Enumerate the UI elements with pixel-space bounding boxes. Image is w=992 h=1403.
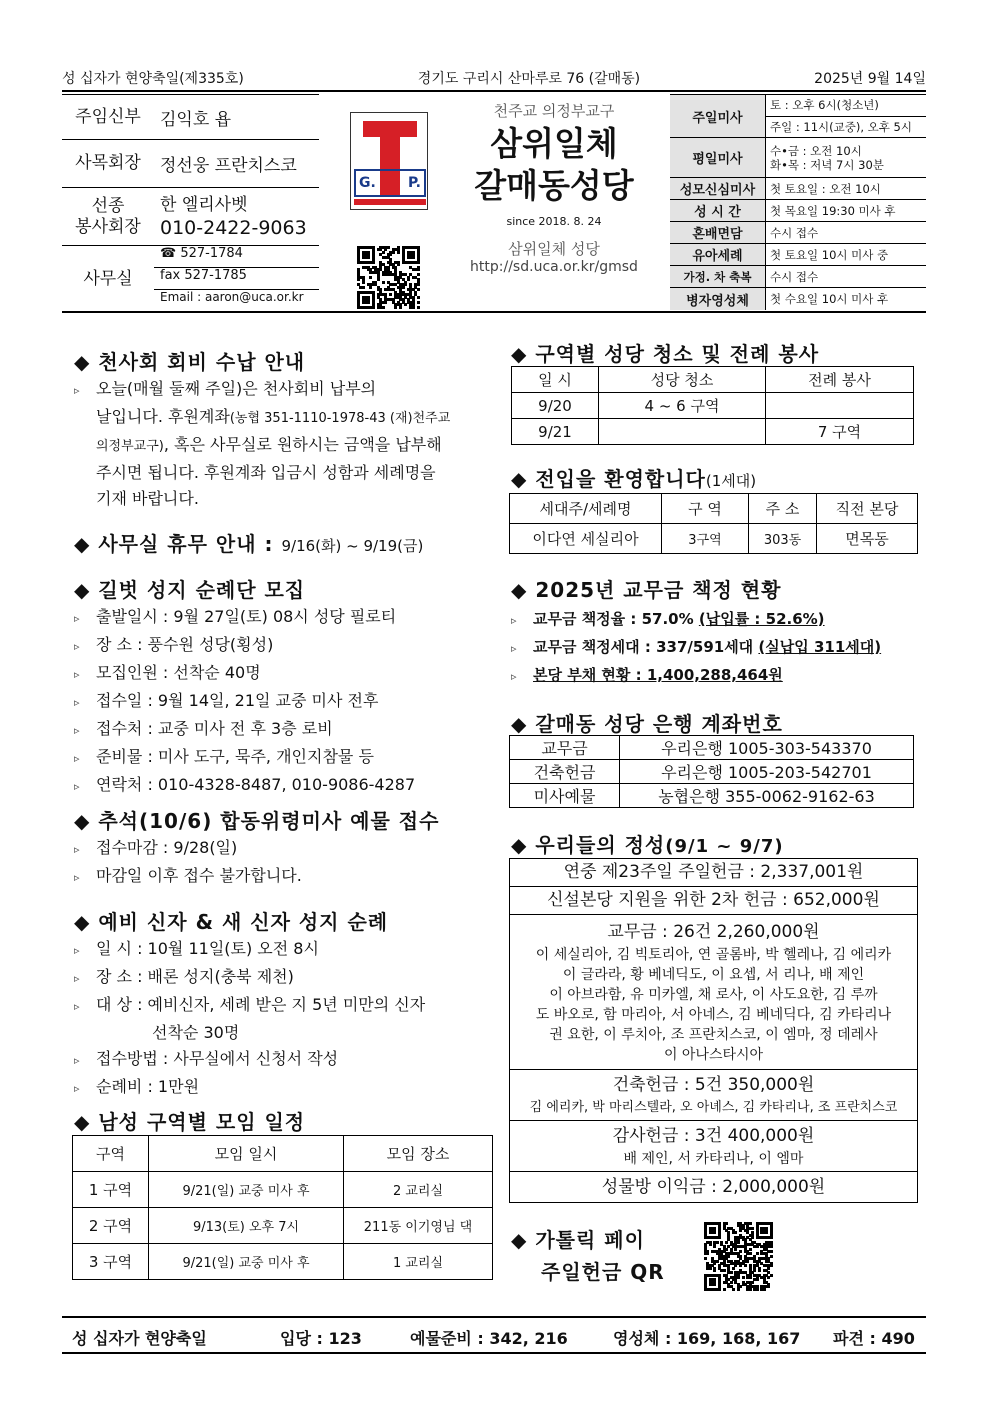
footer-feast: 성 십자가 현양축일 (72, 1329, 207, 1348)
funeral-label: 선종 봉사회장 (75, 195, 141, 237)
parish-name-2: 갈매동성당 (474, 166, 634, 205)
section-bank: ◆ 갈매동 성당 은행 계좌번호 (511, 712, 783, 736)
dues-status-list: ▹ 교무금 책정율 : 57.0% (납입률 : 52.6%) ▹ 교무금 책정세대 : 337/591세대 (실납입 311세대) ▹ 본당 부채 현황 : 1,400,288,464원 (511, 610, 882, 684)
holy-hour-label: 성 시 간 (670, 200, 766, 221)
welcome-table: 세대주/세례명 구 역 주 소 직전 본당 이다연 세실리아 3구역 303동 면목동 (509, 493, 918, 554)
list-item: ▹ 접수처 : 교중 미사 전 후 3층 로비 (74, 719, 333, 738)
website-url[interactable]: http://sd.uca.or.kr/gmsd (470, 259, 638, 275)
pastor-label: 주임신부 (75, 106, 141, 127)
footer-communion: 영성체 : 169, 168, 167 (613, 1329, 801, 1348)
holy-hour-time: 첫 목요일 19:30 미사 후 (770, 203, 896, 218)
offerings-box (509, 858, 918, 1203)
weekday-mass-label: 평일미사 (670, 138, 766, 177)
section-dues-status: ◆ 2025년 교무금 책정 현황 (511, 578, 782, 602)
section-office-closed: ◆ 사무실 휴무 안내 : 9/16(화) ~ 9/19(금) (74, 532, 424, 556)
list-item: ▹ 접수일 : 9월 14일, 21일 교중 미사 전후 (74, 691, 379, 710)
parish-title (440, 100, 668, 275)
donor-line: 도 바오로, 함 마리아, 서 아네스, 김 베네딕다, 김 카타리나 (535, 1007, 892, 1023)
list-item: ▹ 대 상 : 예비신자, 세례 받은 지 5년 미만의 신자 (74, 995, 426, 1014)
funeral-leader: 한 엘리사벳 (160, 194, 248, 215)
section-offerings: ◆ 우리들의 정성(9/1 ~ 9/7) (511, 833, 784, 857)
top-rule (62, 90, 926, 92)
section-angel-dues: ◆ 천사회 회비 수납 안내 (74, 350, 306, 374)
footer-bottom-rule (62, 1352, 926, 1354)
section-cleaning: ◆ 구역별 성당 청소 및 전례 봉사 (511, 342, 820, 366)
sick-communion-time: 첫 수요일 10시 미사 후 (770, 292, 889, 306)
infant-baptism-time: 첫 토요일 10시 미사 중 (770, 247, 889, 262)
list-item: ▹ 접수방법 : 사무실에서 신청서 작성 (74, 1049, 339, 1068)
table-row: 교무금 우리은행 1005-303-543370 (510, 736, 914, 760)
table-row: 3 구역 9/21(일) 교중 미사 후 1 교리실 (73, 1244, 493, 1280)
cleaning-table: 일 시 성당 청소 전례 봉사 9/20 4 ~ 6 구역 9/21 7 구역 (511, 366, 914, 445)
marriage-time: 수시 접수 (770, 225, 819, 240)
sick-communion-label: 병자영성체 (670, 288, 766, 310)
staff-info (62, 94, 319, 312)
donor-line: 권 요한, 이 루치아, 조 프란치스코, 이 엠마, 정 데레사 (549, 1027, 878, 1043)
donor-line: 이 아나스타시아 (663, 1047, 764, 1063)
table-row: 9/20 4 ~ 6 구역 (512, 393, 914, 419)
blessing-label: 가정. 차 축복 (670, 266, 766, 287)
date: 2025년 9월 14일 (814, 71, 926, 87)
infant-baptism-label: 유아세례 (670, 244, 766, 265)
pastor-name: 김익호 욥 (160, 109, 232, 130)
office-phone: ☎ 527-1784 (154, 246, 319, 268)
list-item: ▹ 마감일 이후 접수 불가합니다. (74, 866, 302, 885)
funeral-phone: 010-2422-9063 (160, 216, 307, 239)
chuseok-list (74, 835, 302, 891)
building-offering: 건축헌금 : 5건 350,000원 김 에리카, 박 마리스텔라, 오 아녜스, 김 카타리나, 조 프란치스코 (510, 1070, 917, 1121)
section-pilgrimage: ◆ 길벗 성지 순례단 모집 (74, 578, 306, 602)
list-item: ▹ 순례비 : 1만원 (74, 1077, 200, 1096)
angel-dues-body: ▹ 오늘(매월 둘째 주일)은 천사회비 납부의 날입니다. 후원계좌(농협 351-1110-1978-43 (재)천주교 의정부교구), 혹은 사무실로 원하시는 금액을 납부해 주시면 됩니다. 후원계좌 입금시 성함과 세례명을 기재 바랍니다. (74, 379, 451, 508)
section-chuseok: ◆ 추석(10/6) 합동위령미사 예물 접수 (74, 809, 440, 833)
shop-profit: 성물방 이익금 : 2,000,000원 (601, 1177, 826, 1197)
weekday-mass-1: 수•금 : 오전 10시 (770, 143, 862, 158)
table-row: 미사예물 농협은행 355-0062-9162-63 (510, 784, 914, 808)
list-item: ▹ 일 시 : 10월 11일(토) 오전 8시 (74, 939, 319, 958)
office-fax: fax 527-1785 (154, 268, 319, 290)
catholic-pay-qr-code[interactable] (704, 1222, 772, 1290)
list-item: ▹ 모집인원 : 선착순 40명 (74, 663, 261, 682)
men-meeting-table: 구역 모임 일시 모임 장소 1 구역 9/21(일) 교중 미사 후 2 교리실 2 구역 9/13(토) 오후 7시 211동 이기영님 댁 3 구역 9/21(일) 교중 미사 후 1 교리실 (72, 1135, 493, 1280)
table-row: 건축헌금 우리은행 1005-203-542701 (510, 760, 914, 784)
table-row: 이다연 세실리아 3구역 303동 면목동 (510, 524, 918, 554)
dues-offering: 교무금 : 26건 2,260,000원 이 세실리아, 김 빅토리아, 연 골롬바, 박 헬레나, 김 에리카 이 글라라, 황 베네딕도, 이 요셉, 서 리나, 배 제인 이 아브라함, 유 미카엘, 채 로사, 이 사도요한, 김 루까 도 바오로, 함 마리아, 서 아네스, 김 베네딕다, 김 카타리나 권 요한, 이 루치아, 조 프란치스코, 이 엠마, 정 데레사 이 아나스타시아 (510, 915, 917, 1070)
marian-mass-label: 성모신심미사 (670, 178, 766, 199)
bank-table (509, 735, 914, 808)
marian-mass-time: 첫 토요일 : 오전 10시 (770, 181, 881, 196)
table-row: 2 구역 9/13(토) 오후 7시 211동 이기영님 댁 (73, 1208, 493, 1244)
feast-title: 성 십자가 현양축일(제335호) (62, 71, 244, 87)
diocese: 천주교 의정부교구 (493, 102, 615, 120)
section-catholic-pay: ◆ 가톨릭 페이 주일헌금 QR (511, 1228, 665, 1284)
sunday-mass-label: 주일미사 (670, 95, 766, 137)
list-item: ▹ 연락처 : 010-4328-8487, 010-9086-4287 (74, 775, 416, 794)
second-collection: 신설본당 지원을 위한 2차 헌금 : 652,000원 (510, 887, 917, 915)
sunday-mass-sat: 토 : 오후 6시(청소년) (766, 95, 926, 117)
catechumen-list: ▹ 일 시 : 10월 11일(토) 오전 8시 ▹ 장 소 : 배론 성지(충북 제천) ▹ 대 상 : 예비신자, 세례 받은 지 5년 미만의 신자 선착순 30명 ▹ 접수방법 : 사무실에서 신청서 작성 ▹ 순례비 : 1만원 (74, 936, 425, 1102)
parish-name-1: 삼위일체 (490, 124, 618, 163)
weekday-mass-2: 화•목 : 저녁 7시 30분 (770, 157, 884, 172)
since: since 2018. 8. 24 (506, 215, 602, 228)
thanks-offering: 감사헌금 : 3건 400,000원 배 제인, 서 카타리나, 이 엠마 (510, 1121, 917, 1172)
office-label: 사무실 (83, 268, 133, 289)
blessing-time: 수시 접수 (770, 269, 819, 284)
table-row: 1 구역 9/21(일) 교중 미사 후 2 교리실 (73, 1172, 493, 1208)
council-name: 정선웅 프란치스코 (160, 156, 297, 176)
footer-recessional: 파견 : 490 (833, 1329, 915, 1348)
section-men-meeting: ◆ 남성 구역별 모임 일정 (74, 1110, 306, 1134)
section-catechumen: ◆ 예비 신자 & 새 신자 성지 순례 (74, 910, 389, 934)
website-qr-code[interactable] (357, 246, 419, 308)
list-item: ▹ 출발일시 : 9월 27일(토) 08시 성당 필로티 (74, 607, 397, 626)
sunday-offering: 연중 제23주일 주일헌금 : 2,337,001원 (510, 859, 917, 887)
table-row: 9/21 7 구역 (512, 419, 914, 445)
address: 경기도 구리시 산마루로 76 (갈매동) (417, 71, 641, 87)
list-item: ▹ 접수마감 : 9/28(일) (74, 838, 238, 857)
parish-logo: G. P. (350, 112, 428, 210)
donor-line: 이 아브라함, 유 미카엘, 채 로사, 이 사도요한, 김 루까 (549, 987, 878, 1003)
site-label: 삼위일체 성당 (508, 240, 600, 258)
office-email: Email : aaron@uca.or.kr (160, 290, 304, 304)
list-item: ▹ 준비물 : 미사 도구, 묵주, 개인지참물 등 (74, 747, 374, 766)
footer (62, 1326, 926, 1349)
council-label: 사목회장 (75, 153, 141, 173)
pilgrimage-list (74, 604, 415, 800)
mass-schedule (670, 94, 926, 310)
footer-entrance: 입당 : 123 (280, 1329, 362, 1348)
list-item: ▹ 장 소 : 배론 성지(충북 제천) (74, 967, 294, 986)
section-welcome: ◆ 전입을 환영합니다(1세대) (511, 467, 757, 491)
footer-top-rule (62, 1316, 926, 1318)
footer-offertory: 예물준비 : 342, 216 (410, 1329, 568, 1348)
header-line (62, 68, 926, 88)
marriage-label: 혼배면담 (670, 222, 766, 243)
sunday-mass-sun: 주일 : 11시(교중), 오후 5시 (770, 119, 912, 134)
list-item: ▹ 장 소 : 풍수원 성당(횡성) (74, 635, 274, 654)
donor-line: 이 세실리아, 김 빅토리아, 연 골롬바, 박 헬레나, 김 에리카 (535, 947, 892, 963)
donor-line: 이 글라라, 황 베네딕도, 이 요셉, 서 리나, 배 제인 (562, 967, 865, 983)
